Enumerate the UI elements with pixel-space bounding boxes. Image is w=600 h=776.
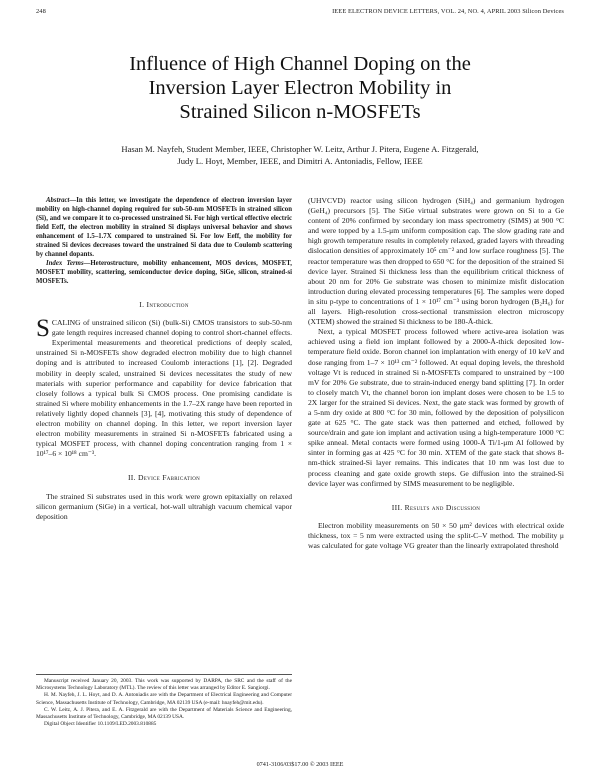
fabrication-paragraph: The strained Si substrates used in this work were grown epitaxially on relaxed silicon germanium (SiGe) in a vertical, hot-wall ultrahigh vacuum chemical vapor deposition (36, 491, 292, 521)
drop-cap: S (36, 315, 50, 343)
intro-paragraph (36, 315, 292, 459)
abstract (36, 196, 292, 259)
footnote-affiliation-1: H. M. Nayfeh, J. L. Hoyt, and D. A. Antoniadis are with the Department of Electrical Engineering and Computer Science, Massachusetts Institute of Technology, Cambridge, MA 02139 USA (e-mail: hnayfeh@mit.edu). (36, 692, 292, 706)
left-column (36, 196, 292, 522)
author-list (48, 143, 552, 167)
right-column (308, 196, 564, 551)
section-heading-introduction: I. Introduction (139, 300, 189, 309)
author-line: Hasan M. Nayfeh, Student Member, IEEE, Christopher W. Leitz, Arthur J. Pitera, Eugene A. Fitzgerald, (121, 144, 479, 154)
footnotes (36, 674, 292, 728)
title-line: Influence of High Channel Doping on the (129, 53, 471, 75)
fabrication-paragraph-continued: (UHVCVD) reactor using silicon hydrogen (SiH₄) and germanium hydrogen (GeH₄) precursors [5]. The SiGe virtual substrates were grown on Si to a Ge content of 20% confirmed by secondary ion mass spectrometry (SIMS) at 900 °C and were topped by a 1.5-μm uniform composition cap. The slow grading rate and high growth temperature results in completely relaxed, graded layers with threading dislocation densities of approximately 10⁵ cm⁻² and low surface roughness [5]. The reactor temperature was then dropped to 650 °C for the deposition of the strained Si device layer. Strained Si thickness less than the equilibrium critical thickness of about 20 nm for 20% Ge substrate was chosen to minimize misfit dislocation introduction during elevated processing temperatures [6]. The samples were doped in situ p-type to concentrations of 1 × 10¹⁷ cm⁻³ using boron hydrogen (B₂H₆) for all layers. High-resolution cross-sectional transmission electron microscopy (XTEM) showed the strained Si thickness to be 180-Å-thick. (308, 196, 564, 327)
footnote-manuscript: Manuscript received January 20, 2003. This work was supported by DARPA, the SRC and the staff of the Microsystems Technology Laboratory (MTL). The review of this letter was arranged by Editor E. Sangiorgi. (36, 678, 292, 692)
section-heading-fabrication: II. Device Fabrication (127, 473, 201, 483)
title-line: Inversion Layer Electron Mobility in (148, 77, 452, 99)
section-heading-results: III. Results and Discussion (391, 502, 481, 512)
footnote-doi: Digital Object Identifier 10.1109/LED.2003.810885 (44, 721, 157, 728)
index-terms (36, 259, 292, 286)
running-header (36, 8, 564, 20)
process-paragraph: Next, a typical MOSFET process followed where active-area isolation was achieved using a field ion implant followed by a 2000-Å-thick deposited low-temperature field oxide. Boron channel ion implantation with energy of 10 keV and dose ranging from 1–7 × 10¹³ cm⁻² followed. At equal doping levels, the threshold voltage Vt is reduced in strained Si n-MOSFETs compared to unstrained by ~100 mV for 20% Ge substrate, due to strain-induced energy band splitting [7]. In order to closely match Vt, the channel boron ion implant doses were chosen to be 1.5 to 2X larger for the strained Si devices. Next, the gate stack was formed by growth of a 5-nm dry oxide at 800 °C for 30 min, followed by the deposition of polysilicon gate at 625 °C. The gate stack was then patterned and etched, followed by source/drain and gate ion implant and activation using a high-temperature 1000 °C spike anneal. Metal contacts were formed using 1000-Å Ti/1-μm Al followed by sinter in forming gas at 425 °C for 30 min. XTEM of the gate stack that shows 8-nm-thick strained-Si layer remains. This indicates that 10 nm was lost due to process cleaning and gate oxide growth steps. Ge diffusion into the strained-Si device layer was confirmed by SIMS measurement to be negligible. (308, 327, 564, 488)
abstract-text: —In this letter, we investigate the dependence of electron inversion layer mobility on high-channel doping required for sub-50-nm MOSFETs in strained silicon (Si), and we compare it to co-processed unstrained Si. For high vertical effective electric field Eeff, the electron mobility in strained Si displays universal behavior and shows enhancement of 1.5–1.7X compared to unstrained Si. For low Eeff, the mobility for strained Si devices decreases toward the unstrained Si data due to Coulomb scattering by channel dopants. (36, 197, 292, 258)
paper-title (60, 52, 540, 124)
index-terms-label: Index Terms (46, 260, 84, 267)
footnote-affiliation-2: C. W. Leitz, A. J. Pitera, and E. A. Fitzgerald are with the Department of Materials Science and Engineering, Massachusetts Institute of Technology, Cambridge, MA 02139 USA. (36, 706, 292, 721)
results-paragraph: Electron mobility measurements on 50 × 50 μm² devices with electrical oxide thickness, tox = 5 nm were extracted using the split-C–V method. The mobility μ was calculated for gate voltage VG greater than the linearly extrapolated threshold (308, 520, 564, 550)
copyright-footer: 0741-3106/03$17.00 © 2003 IEEE (256, 761, 344, 768)
index-terms-text: —Heterostructure, mobility enhancement, MOS devices, MOSFET, MOSFET mobility, scattering, semiconductor device doping, SiGe, silicon, strained-si MOSFETs. (36, 260, 292, 285)
abstract-label: Abstract (46, 197, 70, 204)
page-number: 248 (36, 8, 46, 15)
title-line: Strained Silicon n-MOSFETs (179, 101, 421, 123)
author-line: Judy L. Hoyt, Member, IEEE, and Dimitri A. Antoniadis, Fellow, IEEE (177, 156, 423, 166)
journal-reference: IEEE ELECTRON DEVICE LETTERS, VOL. 24, NO. 4, APRIL 2003 Silicon Devices (332, 8, 564, 15)
intro-text: CALING of unstrained silicon (Si) (bulk-Si) CMOS transistors to sub-50-nm gate length requires increased channel doping to control short-channel effects. Experimental measurements and theoretical predictions of deeply scaled, unstrained Si n-MOSFETs show degraded electron mobility due to high channel doping and is attributed to increased Coulomb interactions [1], [2]. Degraded mobility in deeply scaled, unstrained Si devices necessitates the study of new materials with superior performance and capability for device fabrication that closely follows a typical bulk Si CMOS process. One promising candidate is strained Si where mobility enhancements in the 1.7–2X range have been reported in relatively lightly doped channels [3], [4], motivating this study of dependence of electron mobility on channel doping. In this letter, we report inversion layer electron mobility measurements in strained Si n-MOSFETs fabricated using a typical MOSFET process, with channel doping concentration ranging from 1 × 10¹⁷–6 × 10¹⁸ cm⁻³. (36, 318, 292, 459)
